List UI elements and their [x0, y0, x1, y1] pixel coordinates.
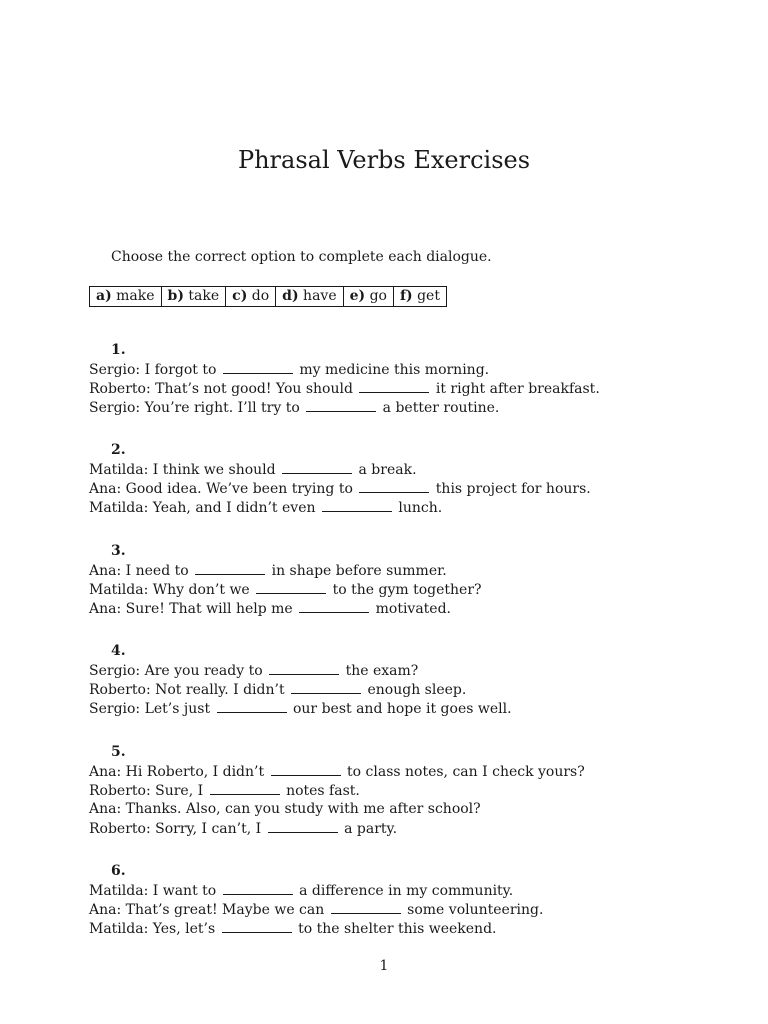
dialogue-line: Ana: I need to in shape before summer. [89, 563, 447, 579]
page-title: Phrasal Verbs Exercises [237, 146, 531, 174]
dialogue-line: Roberto: Not really. I didn’t enough sleep. [89, 682, 467, 698]
answer-blank[interactable] [269, 661, 339, 675]
option-b: b) take [162, 287, 227, 306]
answer-blank[interactable] [359, 379, 429, 393]
option-d: d) have [276, 287, 343, 306]
answer-blank[interactable] [282, 460, 352, 474]
options-box [89, 286, 447, 307]
dialogue-line: Sergio: I forgot to my medicine this morning. [89, 362, 490, 378]
answer-blank[interactable] [322, 498, 392, 512]
dialogue-line: Matilda: Why don’t we to the gym together? [89, 582, 482, 598]
exercise-number: 6. [111, 863, 126, 879]
dialogue-line: Sergio: Let’s just our best and hope it goes well. [89, 701, 512, 717]
page-number: 1 [379, 958, 389, 974]
exercise-number: 4. [111, 643, 126, 659]
answer-blank[interactable] [331, 900, 401, 914]
dialogue-line: Ana: Hi Roberto, I didn’t to class notes, can I check yours? [89, 764, 585, 780]
option-c: c) do [226, 287, 276, 306]
answer-blank[interactable] [268, 819, 338, 833]
dialogue-line: Matilda: I want to a difference in my community. [89, 883, 514, 899]
answer-blank[interactable] [217, 699, 287, 713]
exercise-number: 3. [111, 543, 126, 559]
exercise-6 [89, 862, 729, 938]
dialogue-line: Matilda: Yes, let’s to the shelter this weekend. [89, 921, 497, 937]
option-e: e) go [344, 287, 394, 306]
dialogue-line: Matilda: Yeah, and I didn’t even lunch. [89, 500, 443, 516]
answer-blank[interactable] [210, 781, 280, 795]
exercise-1 [89, 341, 729, 417]
answer-blank[interactable] [222, 919, 292, 933]
instructions: Choose the correct option to complete each dialogue. [111, 249, 492, 265]
dialogue-line: Sergio: Are you ready to the exam? [89, 663, 419, 679]
answer-blank[interactable] [271, 762, 341, 776]
answer-blank[interactable] [291, 680, 361, 694]
dialogue-line: Roberto: Sure, I notes fast. [89, 783, 360, 799]
exercise-number: 5. [111, 744, 126, 760]
answer-blank[interactable] [256, 580, 326, 594]
answer-blank[interactable] [195, 561, 265, 575]
exercise-number: 1. [111, 342, 126, 358]
dialogue-line: Roberto: Sorry, I can’t, I a party. [89, 821, 398, 837]
exercise-number: 2. [111, 442, 126, 458]
option-a: a) make [90, 287, 162, 306]
answer-blank[interactable] [223, 360, 293, 374]
answer-blank[interactable] [299, 599, 369, 613]
dialogue-line: Roberto: That’s not good! You should it right after breakfast. [89, 381, 600, 397]
exercise-2 [89, 441, 729, 517]
answer-blank[interactable] [359, 479, 429, 493]
exercise-3 [89, 542, 729, 618]
dialogue-line: Sergio: You’re right. I’ll try to a better routine. [89, 400, 500, 416]
dialogue-line: Ana: That’s great! Maybe we can some volunteering. [89, 902, 544, 918]
answer-blank[interactable] [223, 881, 293, 895]
exercise-5 [89, 743, 729, 838]
answer-blank[interactable] [306, 398, 376, 412]
option-f: f) get [399, 288, 440, 304]
dialogue-line: Ana: Sure! That will help me motivated. [89, 601, 451, 617]
exercise-4 [89, 642, 729, 718]
dialogue-line: Matilda: I think we should a break. [89, 462, 417, 478]
dialogue-line: Ana: Good idea. We’ve been trying to this project for hours. [89, 481, 591, 497]
dialogue-line: Ana: Thanks. Also, can you study with me after school? [89, 801, 481, 817]
